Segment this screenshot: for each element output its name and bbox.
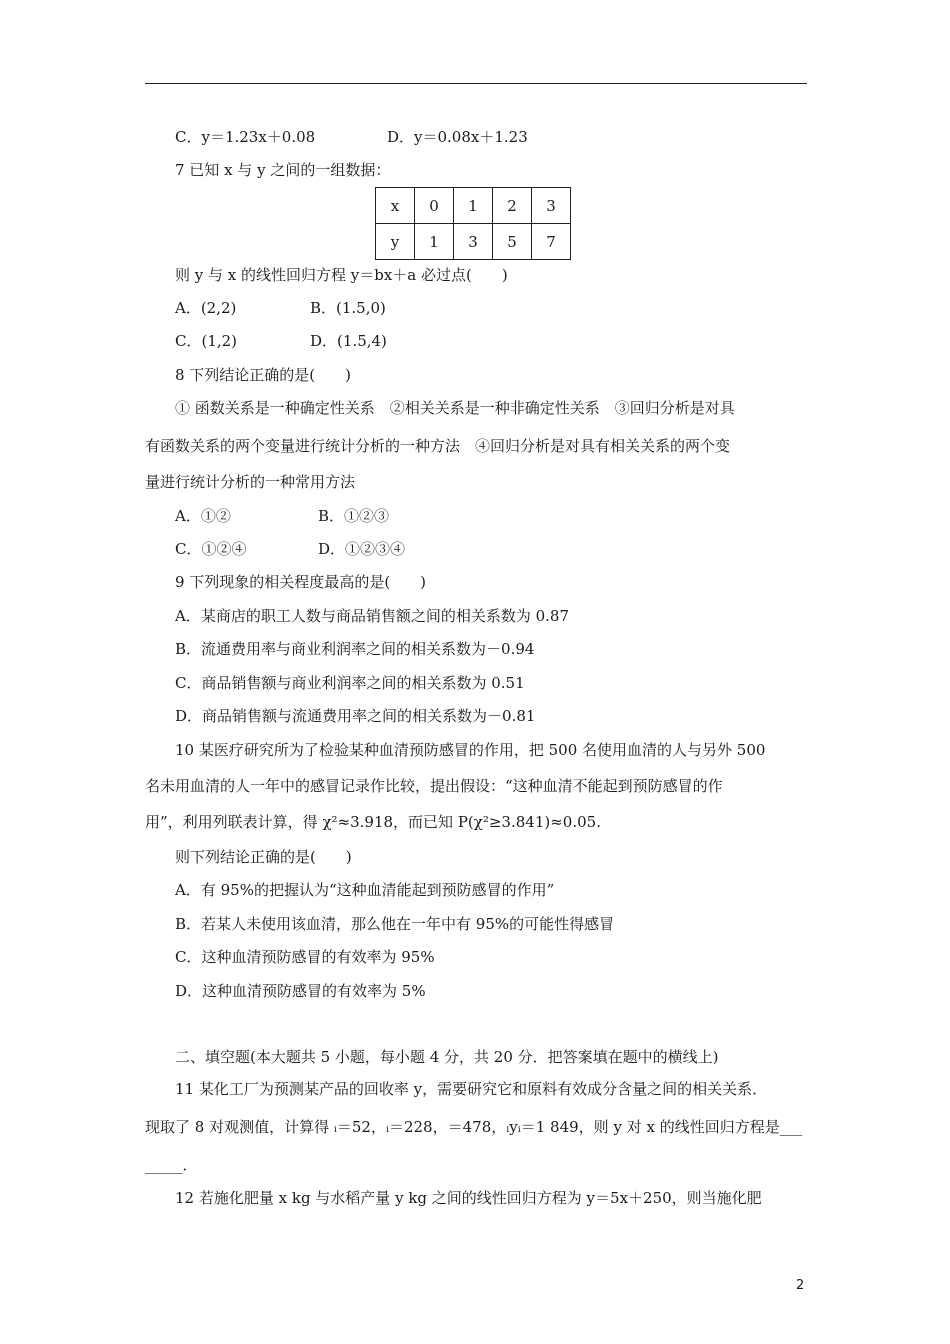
q10-line3: 用”，利用列联表计算，得 χ²≈3.918，而已知 P(χ²≥3.841)≈0.05. — [145, 813, 601, 831]
q7-data-table — [375, 187, 571, 260]
table-cell: 0 — [415, 188, 454, 224]
q8-options-cd — [175, 539, 405, 559]
q7-option-c: C．(1,2) — [175, 332, 238, 350]
table-cell: 5 — [493, 224, 532, 260]
q10-stem: 则下列结论正确的是( ) — [175, 848, 352, 866]
q8-body-line2: 有函数关系的两个变量进行统计分析的一种方法 ④回归分析是对具有相关关系的两个变 — [145, 437, 731, 455]
table-cell: 7 — [532, 224, 571, 260]
q10-option-c: C．这种血清预防感冒的有效率为 95% — [175, 948, 435, 966]
q7-option-b: B．(1.5,0) — [310, 299, 386, 317]
q7-options-ab — [175, 298, 386, 318]
q11-line1: 11 某化工厂为预测某产品的回收率 y，需要研究它和原料有效成分含量之间的相关关系． — [175, 1080, 768, 1098]
q6-option-d: D．y＝0.08x＋1.23 — [387, 128, 528, 146]
q9-option-d: D．商品销售额与流通费用率之间的相关系数为－0.81 — [175, 707, 536, 725]
q8-option-c: C．①②④ — [175, 540, 247, 558]
page-number: 2 — [796, 1278, 805, 1293]
header-rule — [145, 83, 807, 84]
q9-option-c: C．商品销售额与商业利润率之间的相关系数为 0.51 — [175, 674, 525, 692]
q9-stem: 9 下列现象的相关程度最高的是( ) — [175, 573, 427, 591]
q7-option-a: A．(2,2) — [175, 299, 237, 317]
q10-option-a: A．有 95%的把握认为“这种血清能起到预防感冒的作用” — [175, 881, 555, 899]
q8-options-ab — [175, 506, 389, 526]
q11-line2: 现取了 8 对观测值，计算得 ᵢ＝52，ᵢ＝228，＝478，ᵢyᵢ＝1 849，则 y 对 x 的线性回归方程是___ — [145, 1118, 803, 1136]
table-cell: 2 — [493, 188, 532, 224]
q10-line1: 10 某医疗研究所为了检验某种血清预防感冒的作用，把 500 名使用血清的人与另外 500 — [175, 741, 766, 759]
q8-option-d: D．①②③④ — [318, 540, 406, 558]
q9-option-a: A．某商店的职工人数与商品销售额之间的相关系数为 0.87 — [175, 607, 570, 625]
q7-stem: 7 已知 x 与 y 之间的一组数据： — [175, 161, 391, 179]
q8-option-a: A．①② — [175, 507, 231, 525]
table-cell: 3 — [454, 224, 493, 260]
q8-stem: 8 下列结论正确的是( ) — [175, 366, 352, 384]
q6-options-cd — [175, 127, 528, 147]
q11-line3: _____． — [145, 1156, 198, 1174]
q9-option-b: B．流通费用率与商业利润率之间的相关系数为－0.94 — [175, 640, 535, 658]
q8-body-line3: 量进行统计分析的一种常用方法 — [145, 473, 356, 491]
table-row-y — [376, 224, 571, 260]
q8-body-line1: ① 函数关系是一种确定性关系 ②相关关系是一种非确定性关系 ③回归分析是对具 — [175, 399, 735, 417]
section2-title: 二、填空题(本大题共 5 小题，每小题 4 分，共 20 分．把答案填在题中的横线上) — [175, 1048, 719, 1066]
q7-option-d: D．(1.5,4) — [310, 332, 387, 350]
q12-line1: 12 若施化肥量 x kg 与水稻产量 y kg 之间的线性回归方程为 y＝5x＋250，则当施化肥 — [175, 1189, 762, 1207]
q7-options-cd — [175, 331, 387, 351]
q10-option-b: B．若某人未使用该血清，那么他在一年中有 95%的可能性得感冒 — [175, 915, 615, 933]
q7-question: 则 y 与 x 的线性回归方程 y＝bx＋a 必过点( ) — [175, 266, 508, 284]
q10-line2: 名未用血清的人一年中的感冒记录作比较，提出假设：“这种血清不能起到预防感冒的作 — [145, 777, 723, 795]
q8-option-b: B．①②③ — [318, 507, 390, 525]
q6-option-c: C．y＝1.23x＋0.08 — [175, 128, 316, 146]
table-cell: x — [376, 188, 415, 224]
q10-option-d: D．这种血清预防感冒的有效率为 5% — [175, 982, 426, 1000]
table-cell: 1 — [415, 224, 454, 260]
table-cell: 3 — [532, 188, 571, 224]
table-row-x — [376, 188, 571, 224]
table-cell: 1 — [454, 188, 493, 224]
table-cell: y — [376, 224, 415, 260]
